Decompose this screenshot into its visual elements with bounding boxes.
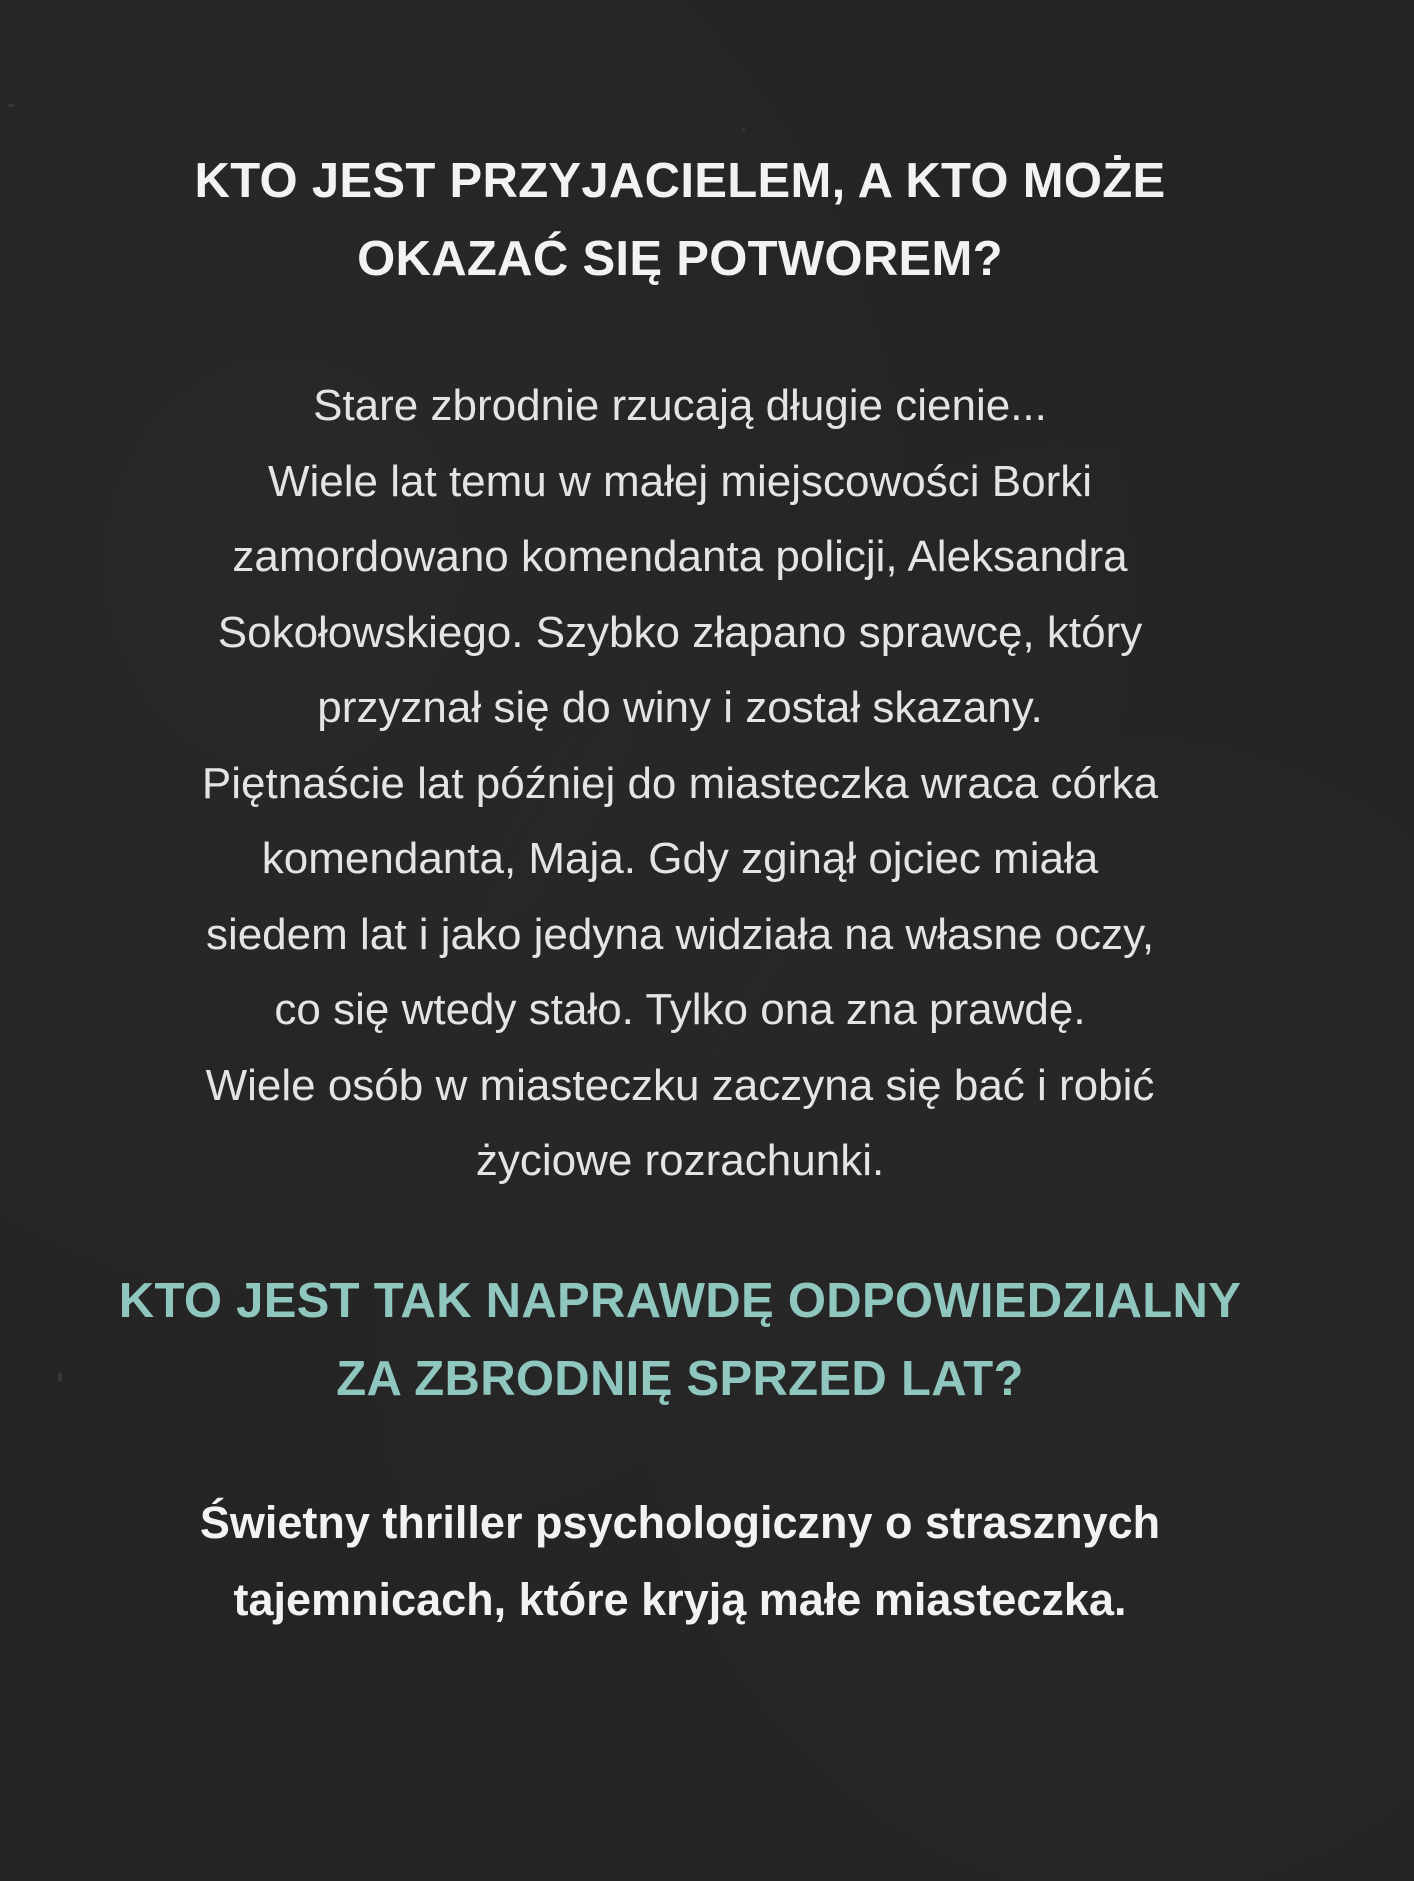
description-line: Stare zbrodnie rzucają długie cienie... [313,381,1047,430]
description-line: przyznał się do winy i został skazany. [317,683,1043,732]
question-line: ZA ZBRODNIĘ SPRZED LAT? [336,1352,1024,1406]
question-line: KTO JEST TAK NAPRAWDĘ ODPOWIEDZIALNY [118,1274,1242,1328]
tagline-line: tajemnicach, które kryją małe miasteczka. [233,1574,1127,1625]
headline [60,142,1300,298]
headline-line: KTO JEST PRZYJACIELEM, A KTO MOŻE [194,154,1166,208]
description-line: życiowe rozrachunki. [475,1136,885,1185]
accent-question [60,1262,1300,1418]
dust-speck [8,104,14,107]
description-line: siedem lat i jako jedyna widziała na własne oczy, [205,909,1155,959]
description-line: komendanta, Maja. Gdy zginął ojciec miała [261,834,1099,883]
description-line: Piętnaście lat później do miasteczka wraca córka [201,758,1159,808]
dust-speck [742,128,745,131]
description [60,368,1300,1199]
tagline [60,1484,1300,1638]
description-line: zamordowano komendanta policji, Aleksandra [232,532,1128,581]
headline-line: OKAZAĆ SIĘ POTWOREM? [357,232,1003,286]
description-line: co się wtedy stało. Tylko ona zna prawdę. [274,985,1086,1034]
description-line: Sokołowskiego. Szybko złapano sprawcę, który [217,607,1143,657]
description-line: Wiele osób w miasteczku zaczyna się bać i robić [205,1060,1155,1110]
description-line: Wiele lat temu w małej miejscowości Borki [268,456,1092,506]
tagline-line: Świetny thriller psychologiczny o strasznych [199,1497,1161,1548]
